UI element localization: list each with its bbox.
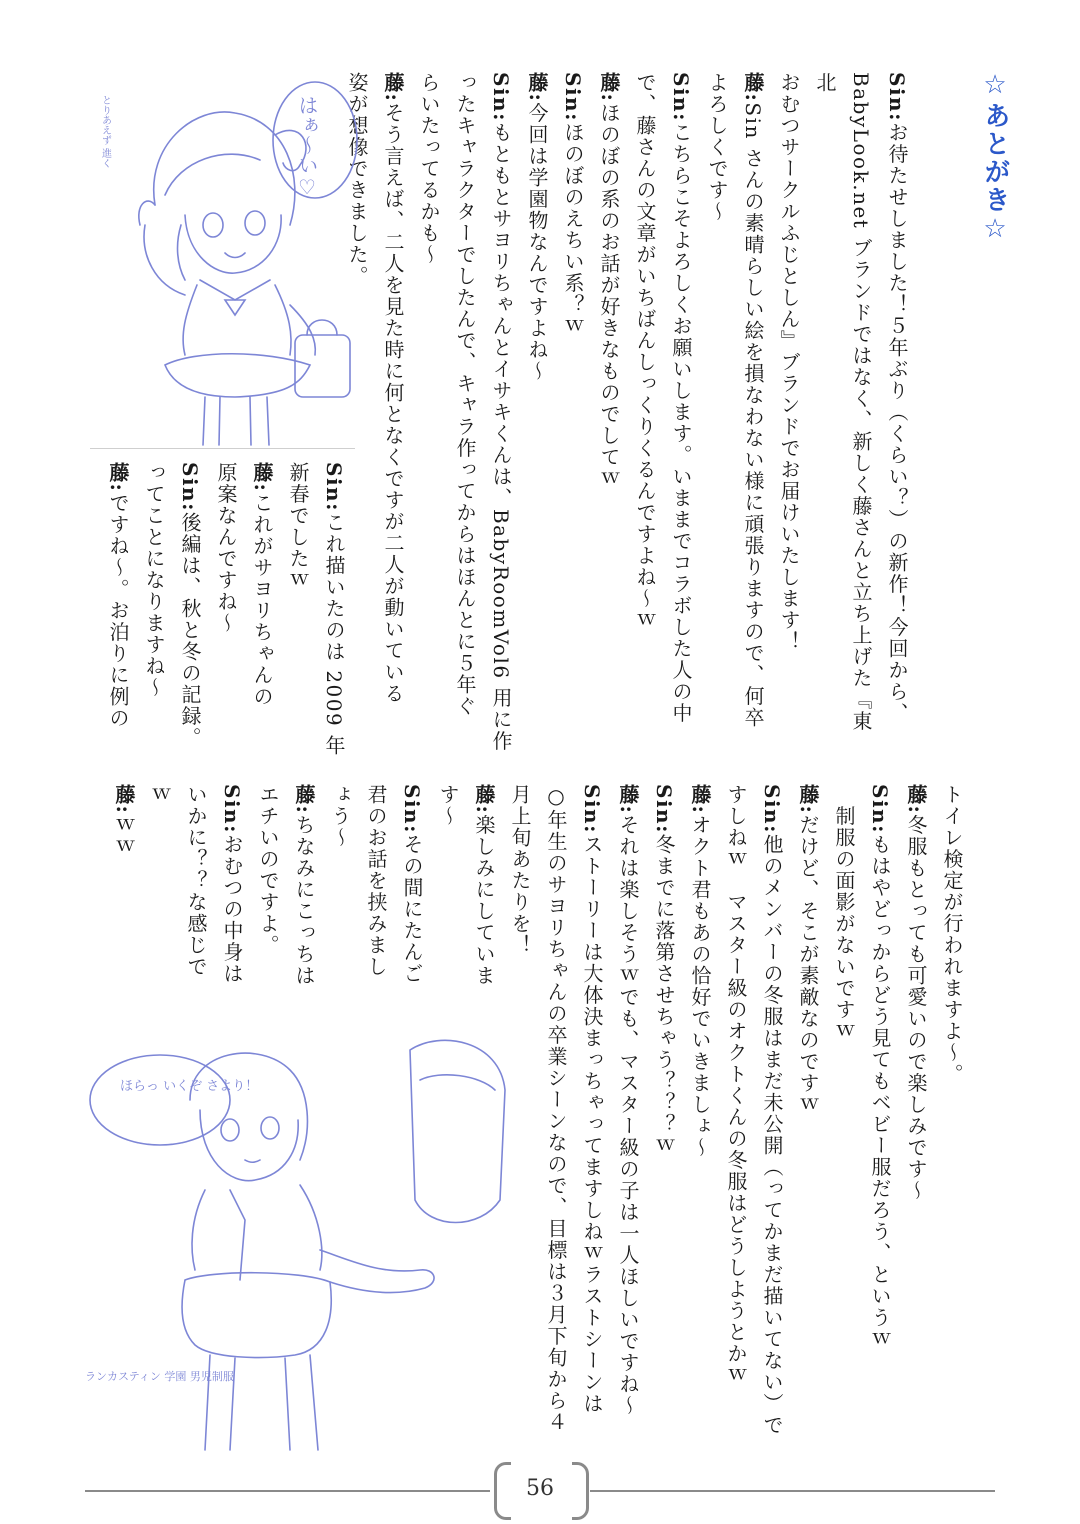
dialogue-text: 新春でしたｗ [286, 462, 310, 591]
dialogue-line [735, 72, 771, 752]
dialogue-line [771, 72, 807, 752]
dialogue-text: そう言えば、二人を見た時に何となくですが二人が動いている [381, 102, 405, 705]
dialogue-text: ほのぼの系のお話が好きなものでしてｗ [597, 102, 621, 490]
girl-sketch-illustration [85, 65, 365, 445]
dialogue-text: ストーリーは大体決まっちゃってますしねｗラストシーンは [580, 833, 604, 1415]
dialogue-line [411, 72, 447, 752]
boy-caption-text: ランカスティン 学園 男児制服 [85, 1370, 234, 1383]
dialogue-line [483, 72, 519, 752]
dialogue-line [136, 462, 172, 757]
dialogue-text: もともとサヨリちゃんとイサキくんは、BabyRoomVol6 用に作 [489, 121, 513, 752]
speaker-label: Sin: [669, 72, 693, 122]
dialogue-text: これ描いたのは 2009 年 [322, 511, 346, 757]
speaker-label: Sin: [868, 784, 892, 834]
footer-rule-left [85, 1490, 490, 1492]
dialogue-line [447, 72, 483, 752]
speaker-label: 藤: [472, 784, 496, 815]
dialogue-line [610, 784, 646, 1449]
dialogue-line [555, 72, 591, 752]
dialogue-line [699, 72, 735, 752]
boy-sketch-illustration [80, 1020, 510, 1450]
dialogue-text: 姿が想像できました。 [345, 72, 369, 287]
dialogue-text: 他のメンバーの冬服はまだ未公開（ってかまだ描いてない）で [760, 833, 784, 1436]
speaker-label: 藤: [741, 72, 765, 103]
dialogue-text: ったキャラクターでしたんで、キャラ作ってからはほんとに５年ぐ [453, 72, 477, 717]
dialogue-line [862, 784, 898, 1449]
dialogue-line [208, 462, 244, 757]
dialogue-line [646, 784, 682, 1449]
dialogue-text: 楽しみにしていま [472, 814, 496, 987]
girl-corner-note: とりあえず 進く [99, 95, 111, 169]
dialogue-top-side [90, 462, 352, 757]
dialogue-text: おむつの中身は [220, 833, 244, 985]
dialogue-text: らいたってるかも～ [417, 72, 441, 266]
speaker-label: 藤: [250, 462, 274, 493]
dialogue-text: すしねｗ マスター級のオクトくんの冬服はどうしようとかｗ [724, 784, 748, 1386]
speaker-label: Sin: [760, 784, 784, 834]
dialogue-text: これがサヨリちゃんの [250, 492, 274, 708]
dialogue-text: 月上旬あたりを！ [508, 784, 532, 956]
dialogue-text: ｗｗ [112, 814, 136, 858]
speaker-label: 藤: [904, 784, 928, 815]
dialogue-text: オクト君もあの恰好でいきましょ～ [688, 814, 712, 1159]
dialogue-line [100, 462, 136, 757]
boy-bubble-text: ほらっ いくぞ さより！ [120, 1079, 259, 1094]
dialogue-line [519, 72, 555, 752]
dialogue-text: 後編は、秋と冬の記録。 [178, 511, 202, 749]
dialogue-text: 今回は学園物なんですよね～ [525, 102, 549, 382]
dialogue-line [879, 72, 915, 752]
dialogue-text: ってことになりますね～ [142, 462, 166, 699]
dialogue-text: ｗ [148, 784, 172, 806]
dialogue-text: お待たせしました！５年ぶり（くらい？）の新作！今回から、 [885, 121, 909, 724]
dialogue-line [826, 784, 862, 1449]
dialogue-line [316, 462, 352, 757]
page-title: ☆あとがき☆ [980, 70, 1010, 246]
speaker-label: 藤: [525, 72, 549, 103]
dialogue-text: 制服の面影がないですｗ [832, 784, 856, 1042]
speaker-label: 藤: [112, 784, 136, 815]
dialogue-line [754, 784, 790, 1449]
dialogue-line [790, 784, 826, 1449]
dialogue-line [934, 784, 970, 1449]
dialogue-line [280, 462, 316, 757]
dialogue-text: トイレ検定が行われますよ～。 [940, 784, 964, 1085]
speaker-label: 藤: [688, 784, 712, 815]
dialogue-text: 冬までに落第させちゃう？？？ｗ [652, 833, 676, 1157]
girl-bubble-text: はぁ～い♡ [295, 95, 319, 199]
speaker-label: 藤: [616, 784, 640, 815]
speaker-label: Sin: [400, 784, 424, 834]
speaker-label: Sin: [580, 784, 604, 834]
dialogue-line [718, 784, 754, 1449]
dialogue-text: 冬服もとっても可愛いので楽しみです～ [904, 814, 928, 1202]
dialogue-text: エチいのですよ。 [256, 784, 280, 956]
speaker-label: Sin: [489, 72, 513, 122]
dialogue-top-main [345, 72, 915, 752]
dialogue-text: ですね～。お泊りに例の [106, 492, 130, 729]
speaker-label: Sin: [220, 784, 244, 834]
speaker-label: Sin: [178, 462, 202, 512]
dialogue-text: おむつサークルふじとしん』ブランドでお届けいたします！ [777, 72, 801, 653]
dialogue-text: で、藤さんの文章がいちばんしっくりくるんですよね～ｗ [633, 72, 657, 631]
dialogue-text: こちらこそよろしくお願いします。いままでコラボした人の中 [669, 121, 693, 724]
dialogue-line [375, 72, 411, 752]
dialogue-line [244, 462, 280, 757]
dialogue-line [574, 784, 610, 1449]
dialogue-text: よろしくです～ [705, 72, 729, 223]
speaker-label: Sin: [652, 784, 676, 834]
speaker-label: 藤: [381, 72, 405, 103]
dialogue-line [807, 72, 879, 752]
dialogue-line [663, 72, 699, 752]
dialogue-text: ょう～ [328, 784, 352, 849]
page-number: 56 [526, 1476, 554, 1501]
dialogue-text: その間にたんご [400, 833, 424, 985]
footer-rule-right [590, 1490, 995, 1492]
dialogue-text: 君のお話を挟みまし [364, 784, 388, 978]
dialogue-text: だけど、そこが素敵なのですｗ [796, 814, 820, 1116]
dialogue-text: 原案なんですね～ [214, 462, 238, 634]
speaker-label: Sin: [322, 462, 346, 512]
dialogue-text: ちなみにこっちは [292, 814, 316, 987]
speaker-label: 藤: [796, 784, 820, 815]
speaker-label: 藤: [597, 72, 621, 103]
speaker-label: Sin: [561, 72, 585, 122]
dialogue-text: ○年生のサヨリちゃんの卒業シーンなので、目標は３月下旬から４ [544, 784, 568, 1433]
dialogue-line [898, 784, 934, 1449]
speaker-label: 藤: [292, 784, 316, 815]
dialogue-text: す～ [436, 784, 460, 827]
dialogue-line [682, 784, 718, 1449]
dialogue-text: もはやどっからどう見てもベビー服だろう、というｗ [868, 833, 892, 1350]
speaker-label: 藤: [106, 462, 130, 493]
dialogue-text: いかに？？な感じで [184, 784, 208, 978]
dialogue-text: ほのぼのえちい系？ｗ [561, 121, 585, 337]
speaker-label: Sin: [885, 72, 909, 122]
dialogue-text: BabyLook.net ブランドではなく、新しく藤さんと立ち上げた『東北 [813, 72, 873, 732]
dialogue-line [538, 784, 574, 1449]
dialogue-line [591, 72, 627, 752]
side-divider [90, 448, 355, 449]
dialogue-line [172, 462, 208, 757]
dialogue-line [627, 72, 663, 752]
dialogue-text: それは楽しそうｗでも、マスター級の子は一人ほしいですね～ [616, 814, 640, 1417]
dialogue-text: Sin さんの素晴らしい絵を損なわない様に頑張りますので、何卒 [741, 102, 765, 729]
